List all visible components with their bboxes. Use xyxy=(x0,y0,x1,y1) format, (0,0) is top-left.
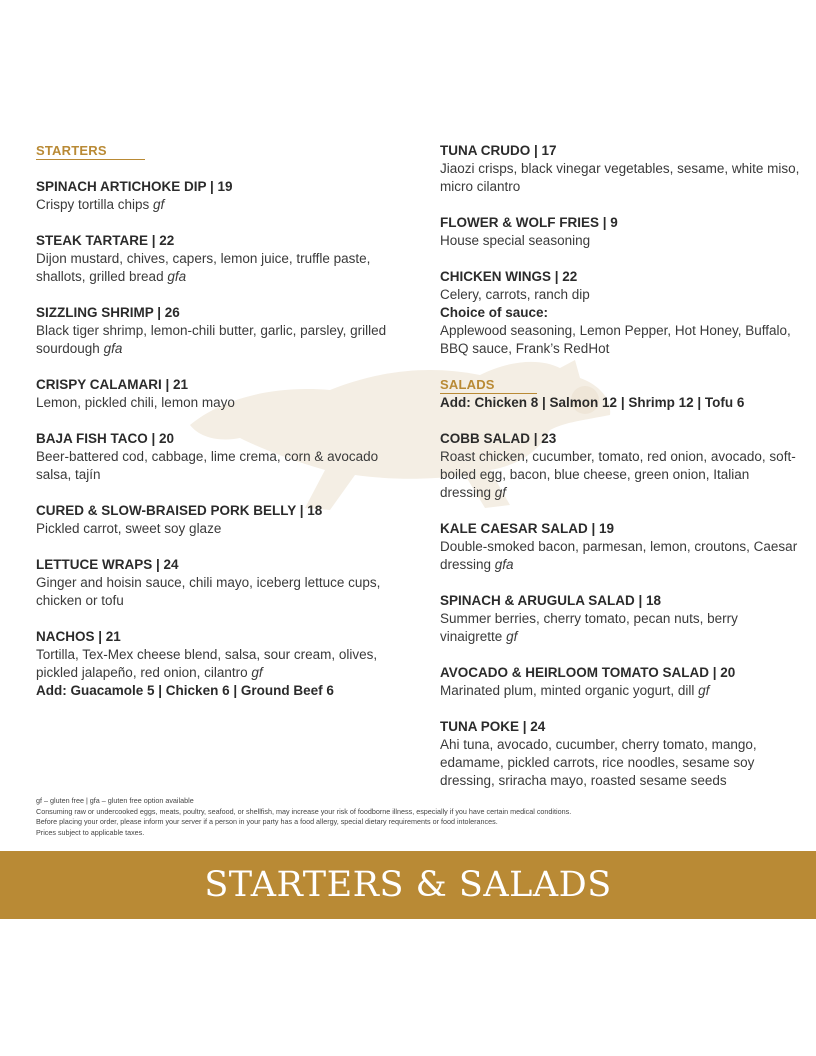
item-title: CRISPY CALAMARI | 21 xyxy=(36,377,189,392)
diet-tag: gf xyxy=(251,665,263,680)
item-desc: Beer-battered cod, cabbage, lime crema, corn & avocado salsa, tajín xyxy=(36,449,379,482)
starters-column xyxy=(36,142,406,718)
menu-item xyxy=(36,430,406,484)
item-desc: Black tiger shrimp, lemon-chili butter, garlic, parsley, grilled sourdough gfa xyxy=(36,323,387,356)
menu-item xyxy=(440,664,800,700)
footnote-line: Consuming raw or undercooked eggs, meats, poultry, seafood, or shellfish, may increase your risk of foodborne illness, especially if you have certain medical conditions. xyxy=(36,806,572,816)
item-desc: Jiaozi crisps, black vinegar vegetables, sesame, white miso, micro cilantro xyxy=(440,161,800,194)
item-title: SIZZLING SHRIMP | 26 xyxy=(36,305,180,320)
addon-options: Add: Guacamole 5 | Chicken 6 | Ground Beef 6 xyxy=(36,683,334,698)
item-desc: Summer berries, cherry tomato, pecan nuts, berry vinaigrette gf xyxy=(440,611,738,644)
menu-item xyxy=(36,376,406,412)
diet-tag: gf xyxy=(494,485,507,500)
menu-item xyxy=(36,304,406,358)
starters-heading: STARTERS xyxy=(36,143,145,160)
item-desc: Pickled carrot, sweet soy glaze xyxy=(36,521,222,536)
salad-addon-options: Add: Chicken 8 | Salmon 12 | Shrimp 12 | Tofu 6 xyxy=(440,395,745,410)
page-banner xyxy=(0,851,816,919)
item-desc: Dijon mustard, chives, capers, lemon juice, truffle paste, shallots, grilled bread gfa xyxy=(36,251,371,284)
item-desc: Double-smoked bacon, parmesan, lemon, croutons, Caesar dressing gfa xyxy=(440,539,798,572)
menu-item xyxy=(36,232,406,286)
menu-item xyxy=(36,502,406,538)
item-desc: Celery, carrots, ranch dip xyxy=(440,287,590,302)
item-desc: Lemon, pickled chili, lemon mayo xyxy=(36,395,235,410)
item-title: AVOCADO & HEIRLOOM TOMATO SALAD | 20 xyxy=(440,665,736,680)
page-title: STARTERS & SALADS xyxy=(204,865,612,905)
item-title: COBB SALAD | 23 xyxy=(440,431,557,446)
footnotes xyxy=(36,796,796,838)
diet-tag: gf xyxy=(698,683,710,698)
menu-item xyxy=(440,214,800,250)
item-title: KALE CAESAR SALAD | 19 xyxy=(440,521,615,536)
item-title: NACHOS | 21 xyxy=(36,629,121,644)
item-desc: Crispy tortilla chips gf xyxy=(36,197,165,212)
menu-item xyxy=(36,556,406,610)
menu-item xyxy=(440,268,800,358)
menu-item xyxy=(440,718,800,790)
footnote-line: gf – gluten free | gfa – gluten free option available xyxy=(36,796,194,805)
right-column xyxy=(440,142,800,808)
item-desc: House special seasoning xyxy=(440,233,591,248)
diet-tag: gfa xyxy=(167,269,187,284)
diet-tag: gf xyxy=(506,629,518,644)
item-title: FLOWER & WOLF FRIES | 9 xyxy=(440,215,618,230)
item-title: CURED & SLOW-BRAISED PORK BELLY | 18 xyxy=(36,503,323,518)
item-title: BAJA FISH TACO | 20 xyxy=(36,431,175,446)
item-title: CHICKEN WINGS | 22 xyxy=(440,269,578,284)
menu-item xyxy=(36,178,406,214)
item-desc: Ahi tuna, avocado, cucumber, cherry tomato, mango, edamame, pickled carrots, rice noodles, sesame soy dressing, sriracha mayo, roasted sesame seeds xyxy=(440,737,757,788)
menu-item xyxy=(36,628,406,700)
menu-item xyxy=(440,430,800,502)
item-desc: Tortilla, Tex-Mex cheese blend, salsa, sour cream, olives, pickled jalapeño, red onion, cilantro gf xyxy=(36,647,378,680)
footnote-line: Prices subject to applicable taxes. xyxy=(36,827,145,837)
diet-tag: gf xyxy=(153,197,165,212)
sauce-options: Applewood seasoning, Lemon Pepper, Hot Honey, Buffalo, BBQ sauce, Frank’s RedHot xyxy=(440,323,791,356)
item-title: LETTUCE WRAPS | 24 xyxy=(36,557,179,572)
item-title: SPINACH ARTICHOKE DIP | 19 xyxy=(36,179,233,194)
diet-tag: gfa xyxy=(494,557,514,572)
item-title: SPINACH & ARUGULA SALAD | 18 xyxy=(440,593,662,608)
item-title: TUNA CRUDO | 17 xyxy=(440,143,557,158)
menu-item xyxy=(440,592,800,646)
item-title: STEAK TARTARE | 22 xyxy=(36,233,175,248)
item-desc: Roast chicken, cucumber, tomato, red onion, avocado, soft-boiled egg, bacon, blue cheese, green onion, Italian dressing gf xyxy=(440,449,796,500)
footnote-line: Before placing your order, please inform your server if a person in your party has a food allergy, special dietary requirements or food intolerances. xyxy=(36,817,498,826)
item-title: TUNA POKE | 24 xyxy=(440,719,546,734)
diet-tag: gfa xyxy=(103,341,123,356)
menu-item xyxy=(440,142,800,196)
menu-item xyxy=(440,520,800,574)
item-desc: Ginger and hoisin sauce, chili mayo, iceberg lettuce cups, chicken or tofu xyxy=(36,575,381,608)
salads-heading: SALADS xyxy=(440,377,537,394)
sauce-choice-label: Choice of sauce: xyxy=(440,305,549,320)
item-desc: Marinated plum, minted organic yogurt, dill gf xyxy=(440,683,710,698)
